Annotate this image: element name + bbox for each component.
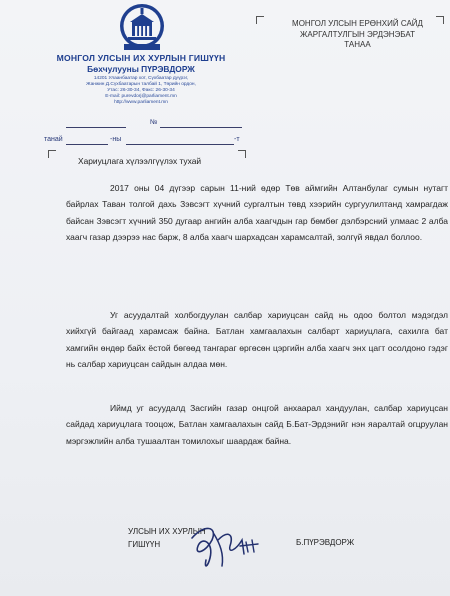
letterhead-member-name: Бөхчулууны ПҮРЭВДОРЖ xyxy=(87,64,195,74)
recipient-corner-mark xyxy=(256,16,264,24)
ref-date-line xyxy=(66,127,126,128)
body-paragraph: Иймд уг асуудалд Засгийн газар онцгой анхаарал хандуулан, салбар хариуцсан сайдад хариуцлага тооцож, Батлан хамгаалахын сайд Б.Бат-Эрдэнийг нэн яаралтай огцруулан мэргэжлийн алба тушаалтан томилохыг шаардаж байна. xyxy=(66,403,448,446)
signer-title-line: ГИШҮҮН xyxy=(128,539,161,549)
ref-to-label: танай xyxy=(44,136,63,143)
handwritten-signature xyxy=(184,520,266,572)
ref-tail-label: -т xyxy=(234,136,240,143)
recipient-line: ЖАРГАЛТУЛГЫН ЭРДЭНЭБАТ xyxy=(300,29,415,39)
signer-name: Б.ПҮРЭВДОРЖ xyxy=(296,538,355,547)
letter-subject: Хариуцлага хүлээлгүүлэх тухай xyxy=(78,156,202,166)
address-line: 14201 Улаанбаатар хот, Сүхбаатар дүүрэг, xyxy=(93,76,189,81)
recipient-line: ТАНАА xyxy=(344,40,371,49)
letterhead-organization: МОНГОЛ УЛСЫН ИХ ХУРЛЫН ГИШҮҮН xyxy=(56,53,226,63)
body-paragraph: Уг асуудалтай холбогдуулан салбар хариуцсан сайд нь одоо болтол мэдэгдэл хийхгүй байгаад харамсаж байна. Батлан хамгаалахын салбарт хариуцлага, сахилга бат хамгийн өндөр байх ёстой бөгөөд тангараг өргөсөн цэргийн алба хаагч энх цагт осолдоно гэдэг нь салбар хариуцсан сайдын алдаа мөн. xyxy=(66,310,448,370)
address-line: Жанжин Д.Сүхбаатарын талбай 1, Төрийн ордон, xyxy=(86,82,196,87)
ref-dash-label: -ны xyxy=(110,136,122,143)
recipient-line: МОНГОЛ УЛСЫН ЕРӨНХИЙ САЙД xyxy=(292,19,423,28)
recipient-block xyxy=(270,19,445,51)
signer-title-line: УЛСЫН ИХ ХУРЛЫН xyxy=(128,527,206,536)
ref-to-date-line xyxy=(66,144,108,145)
body-paragraph: 2017 оны 04 дүгээр сарын 11-ний өдөр Төв аймгийн Алтанбулаг сумын нутагт байрлах Таван толгой дахь Зэвсэгт хүчний сургалтын төвд хээрийн сургуулилтанд хамрагдаж байсан Зэвсэгт хүчний 350 дугаар ангийн алба хаагчдын гар бөмбөг дэлбэрсний улмаас 2 алба хаагч газар дээрээ нас барж, 8 алба хаагч шархадсан харамсалтай, золгүй явдал боллоо. xyxy=(66,183,448,243)
address-line: Утас: 26-30-34, Факс: 26-30-34 xyxy=(107,88,175,93)
ref-to-number-line xyxy=(126,144,234,145)
parliament-emblem-icon xyxy=(118,2,166,52)
ref-number-line xyxy=(160,127,242,128)
subject-corner-mark xyxy=(48,150,56,158)
email-line: E-mail: purevdorj@parliament.mn xyxy=(105,94,177,99)
subject-corner-mark xyxy=(238,150,246,158)
ref-number-label: № xyxy=(150,119,158,126)
website-line: http://www.parliament.mn xyxy=(114,100,168,105)
